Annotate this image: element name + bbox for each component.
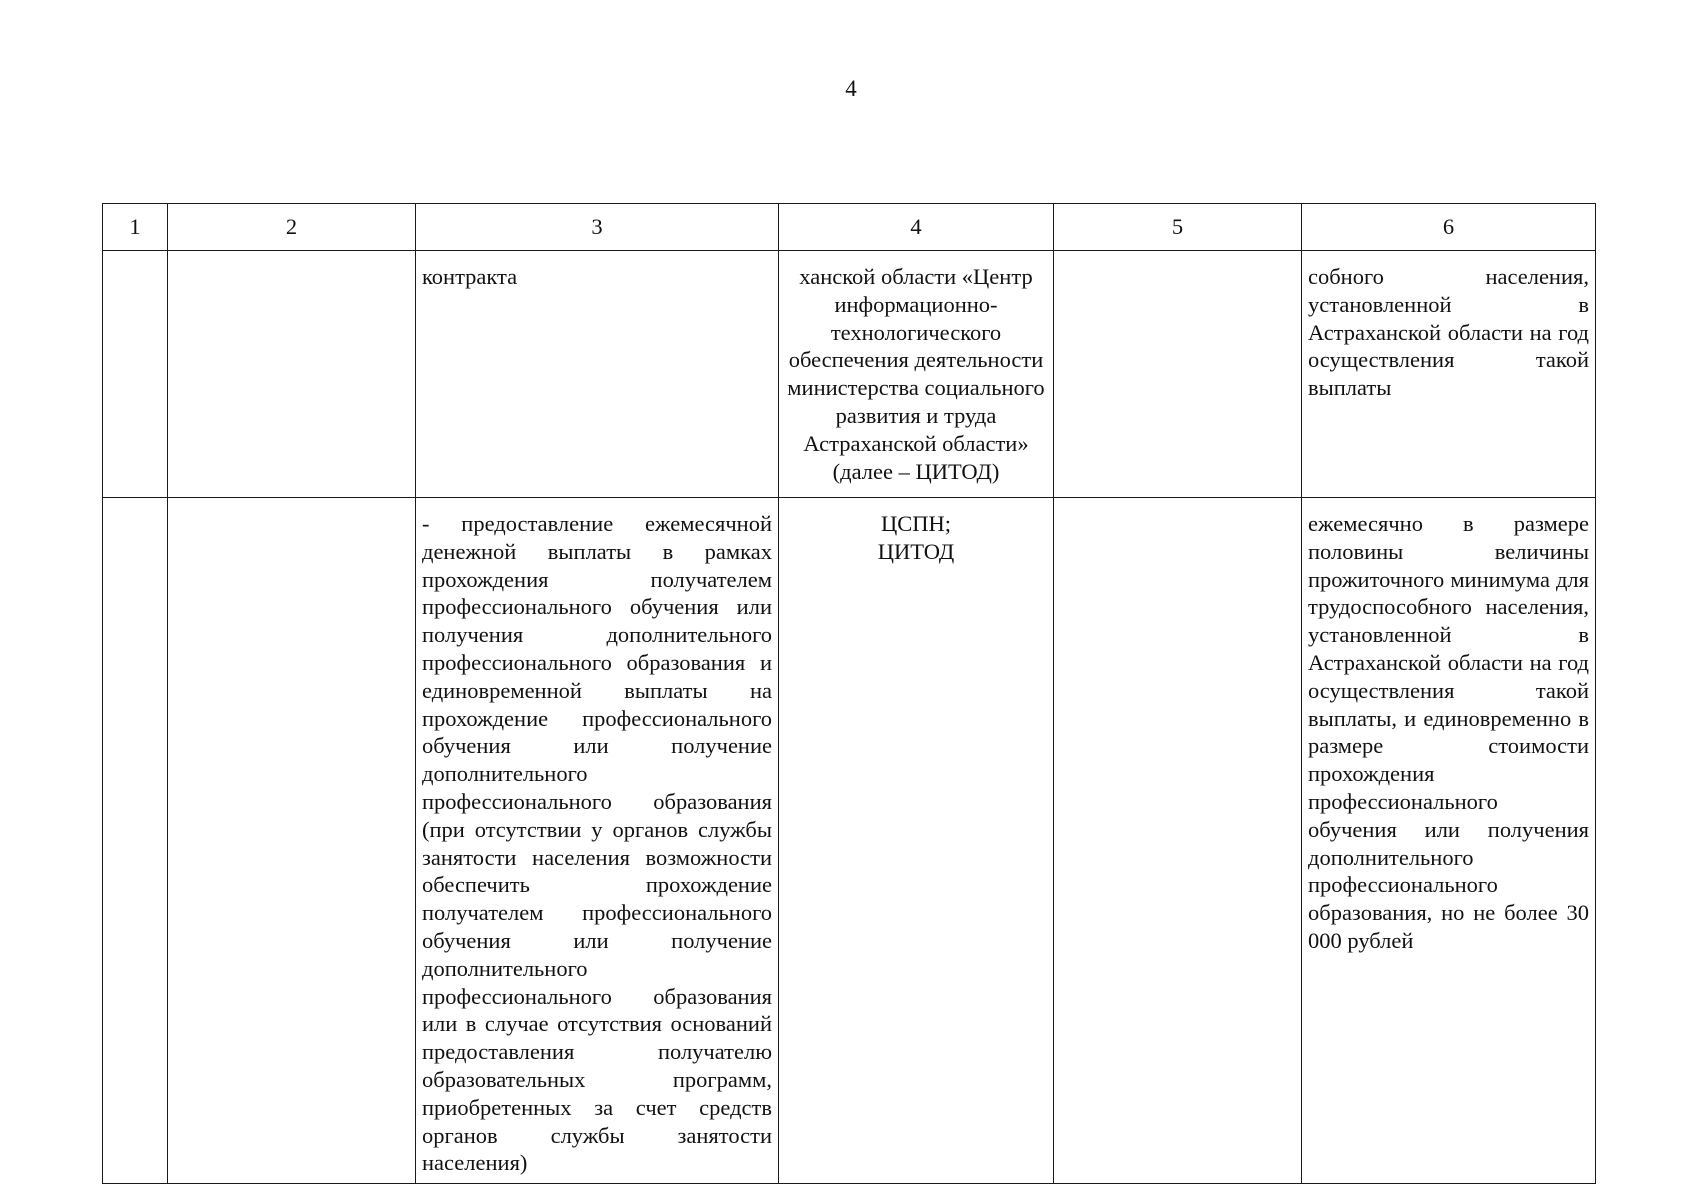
column-header-3: 3 bbox=[416, 204, 779, 251]
column-header-6: 6 bbox=[1302, 204, 1596, 251]
cell-col-3 bbox=[416, 498, 779, 1184]
cell-text: собного населения, установленной в Астраханской области на год осуществления такой выплаты bbox=[1308, 264, 1589, 401]
cell-col-5 bbox=[1054, 251, 1302, 498]
cell-col-2 bbox=[168, 498, 416, 1184]
page-number: 4 bbox=[845, 76, 857, 101]
cell-col-2 bbox=[168, 251, 416, 498]
cell-col-1 bbox=[103, 251, 168, 498]
cell-text: ежемесячно в размере половины величины прожиточного минимума для трудоспособного населения, установленной в Астраханской области на год осуществления такой выплаты, и единовременно в размере стоимости прохождения профессионального обучения или получения дополнительного профессионального образования, но не более 30 000 рублей bbox=[1308, 511, 1589, 953]
table-row bbox=[103, 498, 1596, 1184]
column-header-4: 4 bbox=[779, 204, 1054, 251]
cell-col-4 bbox=[779, 498, 1054, 1184]
cell-col-6 bbox=[1302, 251, 1596, 498]
table-row bbox=[103, 251, 1596, 498]
table-header-row bbox=[103, 204, 1596, 251]
cell-col-1 bbox=[103, 498, 168, 1184]
column-header-5: 5 bbox=[1054, 204, 1302, 251]
cell-col-3 bbox=[416, 251, 779, 498]
cell-text: контракта bbox=[422, 264, 518, 289]
document-table bbox=[102, 203, 1596, 1184]
cell-col-4 bbox=[779, 251, 1054, 498]
column-header-2: 2 bbox=[168, 204, 416, 251]
column-header-1: 1 bbox=[103, 204, 168, 251]
cell-text: - предоставление ежемесячной денежной выплаты в рамках прохождения получателем профессионального обучения или получения дополнительного профессионального образования и единовременной выплаты на прохождение профессионального обучения или получение дополнительного профессионального образования (при отсутствии у органов службы занятости населения возможности обеспечить прохождение получателем профессионального обучения или получение дополнительного профессионального образования или в случае отсутствия оснований предоставления получателю образовательных программ, приобретенных за счет средств органов службы занятости населения) bbox=[422, 511, 772, 1176]
cell-text: ЦСПН; ЦИТОД bbox=[877, 511, 955, 564]
cell-text: ханской области «Центр информационно-технологического обеспечения деятельности министерства социального развития и труда Астраханской области» (далее – ЦИТОД) bbox=[787, 264, 1045, 484]
cell-col-5 bbox=[1054, 498, 1302, 1184]
cell-col-6 bbox=[1302, 498, 1596, 1184]
